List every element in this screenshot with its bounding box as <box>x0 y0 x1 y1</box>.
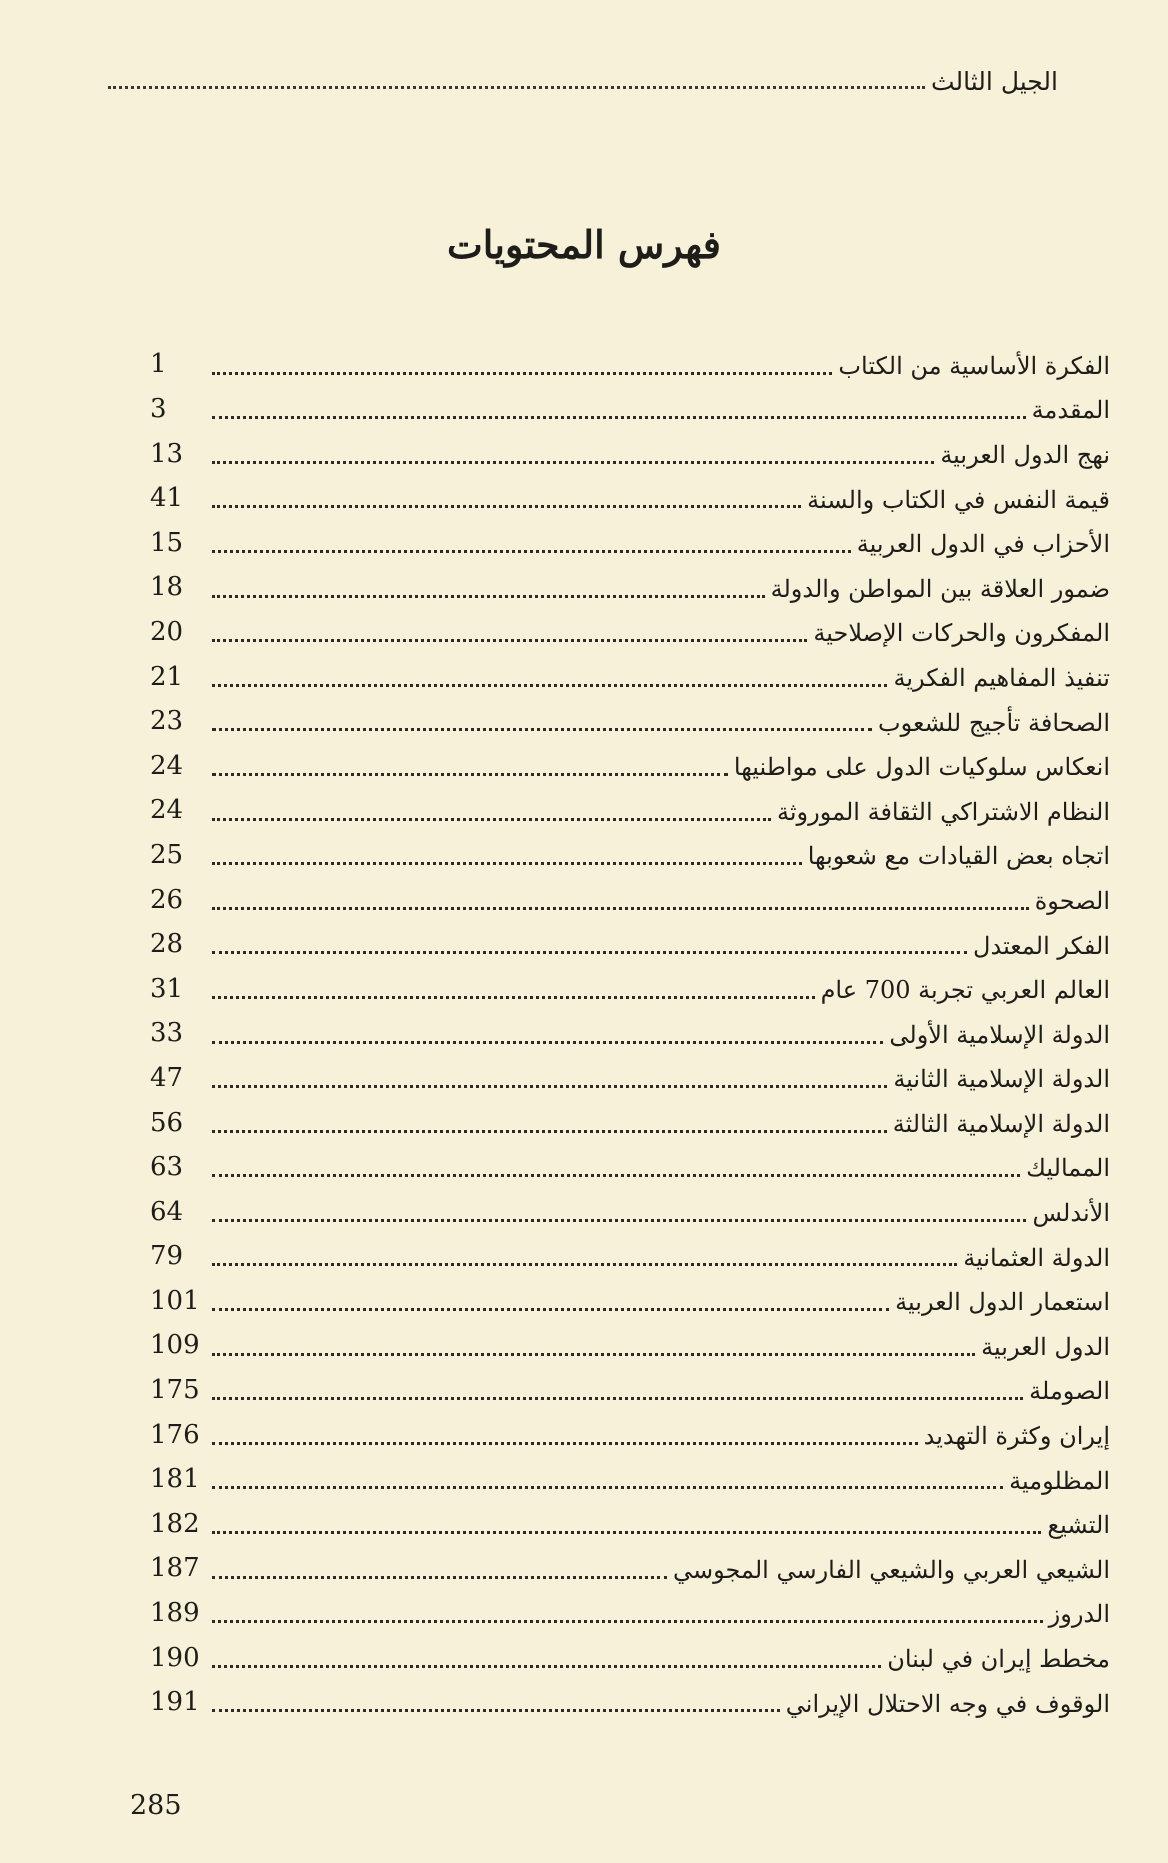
toc-entry <box>150 916 1110 961</box>
toc-entry-title: الدولة الإسلامية الثالثة <box>892 1109 1110 1138</box>
toc-dot-leader <box>212 1174 1020 1177</box>
page-title: فهرس المحتويات <box>447 222 721 267</box>
toc-dot-leader <box>212 1442 918 1445</box>
toc-entry-page-number: 23 <box>150 706 184 737</box>
toc-entry <box>150 604 1110 649</box>
page-number: 285 <box>130 1790 182 1821</box>
toc-entry-title: الفكرة الأساسية من الكتاب <box>838 351 1110 380</box>
toc-entry-page-number: 79 <box>150 1241 184 1272</box>
toc-dot-leader <box>212 372 832 375</box>
toc-entry-title: العالم العربي تجربة 700 عام <box>820 976 1110 1005</box>
toc-entry <box>150 1139 1110 1184</box>
toc-entry-title: استعمار الدول العربية <box>895 1288 1110 1317</box>
toc-entry <box>150 960 1110 1005</box>
toc-entry-title: الدولة الإسلامية الأولى <box>889 1020 1110 1049</box>
toc-dot-leader <box>212 684 887 687</box>
running-header <box>108 52 1058 96</box>
toc-entry-title: نهج الدول العربية <box>940 440 1110 469</box>
toc-entry-title: النظام الاشتراكي الثقافة الموروثة <box>776 797 1110 826</box>
toc-entry <box>150 1674 1110 1719</box>
toc-entry-title: الصحافة تأجيج للشعوب <box>878 708 1110 737</box>
toc-entry-title: قيمة النفس في الكتاب والسنة <box>807 485 1110 514</box>
toc-entry-title: تنفيذ المفاهيم الفكرية <box>893 663 1110 692</box>
toc-entry-title: ضمور العلاقة بين المواطن والدولة <box>770 574 1110 603</box>
toc-entry <box>150 1050 1110 1095</box>
toc-dot-leader <box>212 639 807 642</box>
toc-entry <box>150 1094 1110 1139</box>
toc-dot-leader <box>212 1620 1043 1623</box>
toc-entry <box>150 648 1110 693</box>
toc-entry <box>150 1272 1110 1317</box>
toc-dot-leader <box>212 1219 1026 1222</box>
toc-entry-title: الدولة الإسلامية الثانية <box>893 1065 1110 1094</box>
toc-dot-leader <box>212 505 801 508</box>
toc-entry <box>150 1317 1110 1362</box>
toc-entry-title: الفكر المعتدل <box>973 931 1110 960</box>
toc-entry-page-number: 181 <box>150 1464 200 1495</box>
toc-entry-title: الدول العربية <box>981 1332 1110 1361</box>
toc-entry-page-number: 56 <box>150 1107 184 1138</box>
toc-entry <box>150 514 1110 559</box>
toc-entry-title: الأندلس <box>1032 1199 1110 1228</box>
toc-entry-page-number: 18 <box>150 572 184 603</box>
toc-dot-leader <box>212 1353 975 1356</box>
toc-entry <box>150 1495 1110 1540</box>
toc-entry-title: الأحزاب في الدول العربية <box>856 530 1110 559</box>
toc-entry-page-number: 21 <box>150 661 184 692</box>
toc-entry-title: انعكاس سلوكيات الدول على مواطنيها <box>733 753 1110 782</box>
toc-entry-title: المقدمة <box>1031 396 1110 425</box>
toc-entry-page-number: 189 <box>150 1598 200 1629</box>
toc-entry-title: المفكرون والحركات الإصلاحية <box>813 619 1110 648</box>
toc-entry <box>150 1005 1110 1050</box>
toc-entry-page-number: 25 <box>150 839 184 870</box>
toc-entry-title: التشيع <box>1047 1511 1110 1540</box>
toc-entry <box>150 1629 1110 1674</box>
toc-dot-leader <box>212 773 728 776</box>
toc-entry-page-number: 33 <box>150 1018 184 1049</box>
toc-dot-leader <box>212 1263 957 1266</box>
toc-entry <box>150 1585 1110 1630</box>
toc-dot-leader <box>212 907 1029 910</box>
toc-entry-page-number: 41 <box>150 483 184 514</box>
toc-entry <box>150 559 1110 604</box>
toc-entry <box>150 871 1110 916</box>
toc-entry <box>150 1228 1110 1273</box>
toc-entry-page-number: 15 <box>150 527 184 558</box>
toc-entry <box>150 1540 1110 1585</box>
toc-entry-title: الصحوة <box>1034 886 1110 915</box>
toc-entry-page-number: 26 <box>150 884 184 915</box>
toc-entry-title: المماليك <box>1026 1154 1110 1183</box>
toc-dot-leader <box>212 996 815 999</box>
toc-entry-page-number: 64 <box>150 1196 184 1227</box>
toc-entry <box>150 1406 1110 1451</box>
toc-entry-title: الصوملة <box>1029 1377 1110 1406</box>
toc-dot-leader <box>212 1397 1023 1400</box>
toc-entry-title: الوقوف في وجه الاحتلال الإيراني <box>785 1689 1110 1718</box>
toc-entry-page-number: 101 <box>150 1285 200 1316</box>
toc-dot-leader <box>212 1665 881 1668</box>
toc-entry-page-number: 31 <box>150 973 184 1004</box>
toc-dot-leader <box>212 818 771 821</box>
toc-entry-page-number: 190 <box>150 1642 200 1673</box>
toc-entry-page-number: 3 <box>150 394 167 424</box>
toc-entry <box>150 782 1110 827</box>
toc-entry-page-number: 20 <box>150 616 184 647</box>
toc-entry-title: مخطط إيران في لبنان <box>887 1645 1110 1674</box>
toc-dot-leader <box>212 862 802 865</box>
toc-entry <box>150 693 1110 738</box>
toc-entry <box>150 1362 1110 1407</box>
toc-dot-leader <box>212 1709 780 1712</box>
toc-dot-leader <box>212 1130 887 1133</box>
toc-entry-page-number: 109 <box>150 1330 200 1361</box>
toc-dot-leader <box>212 1486 1003 1489</box>
toc-entry <box>150 470 1110 515</box>
toc-entry-page-number: 175 <box>150 1375 200 1406</box>
toc-entry-page-number: 24 <box>150 795 184 826</box>
running-header-leader <box>108 86 925 89</box>
toc-dot-leader <box>212 550 851 553</box>
toc-entry-page-number: 13 <box>150 438 184 469</box>
toc-entry-page-number: 182 <box>150 1508 200 1539</box>
toc-entry-page-number: 1 <box>150 349 167 380</box>
toc-dot-leader <box>212 416 1026 419</box>
running-header-title: الجيل الثالث <box>930 67 1058 96</box>
toc-entry <box>150 737 1110 782</box>
toc-entry <box>150 1451 1110 1496</box>
toc-dot-leader <box>212 1085 887 1088</box>
toc-entry-title: إيران وكثرة التهديد <box>923 1422 1110 1451</box>
toc-entry-page-number: 187 <box>150 1553 200 1584</box>
toc-dot-leader <box>212 951 967 954</box>
toc-entry-page-number: 28 <box>150 929 184 960</box>
toc-entry <box>150 1183 1110 1228</box>
toc-entry-page-number: 63 <box>150 1152 184 1183</box>
toc-dot-leader <box>212 595 765 598</box>
toc-entry <box>150 827 1110 872</box>
toc-entry-page-number: 24 <box>150 750 184 781</box>
toc-entry-page-number: 47 <box>150 1062 184 1093</box>
toc-entry <box>150 425 1110 470</box>
toc-entry-title: المظلومية <box>1009 1466 1110 1495</box>
toc-dot-leader <box>212 1308 889 1311</box>
toc-entry-title: اتجاه بعض القيادات مع شعوبها <box>807 842 1110 871</box>
toc-dot-leader <box>212 728 872 731</box>
toc-entry-title: الدولة العثمانية <box>963 1243 1110 1272</box>
toc-entry <box>150 381 1110 426</box>
toc-dot-leader <box>212 1531 1041 1534</box>
toc-dot-leader <box>212 1041 883 1044</box>
table-of-contents <box>150 336 1110 1718</box>
toc-entry-page-number: 191 <box>150 1687 200 1718</box>
toc-entry <box>150 336 1110 381</box>
toc-dot-leader <box>212 1576 667 1579</box>
toc-entry-title: الدروز <box>1048 1600 1110 1629</box>
toc-dot-leader <box>212 461 934 464</box>
toc-entry-page-number: 176 <box>150 1419 200 1450</box>
toc-entry-title: الشيعي العربي والشيعي الفارسي المجوسي <box>672 1555 1110 1584</box>
